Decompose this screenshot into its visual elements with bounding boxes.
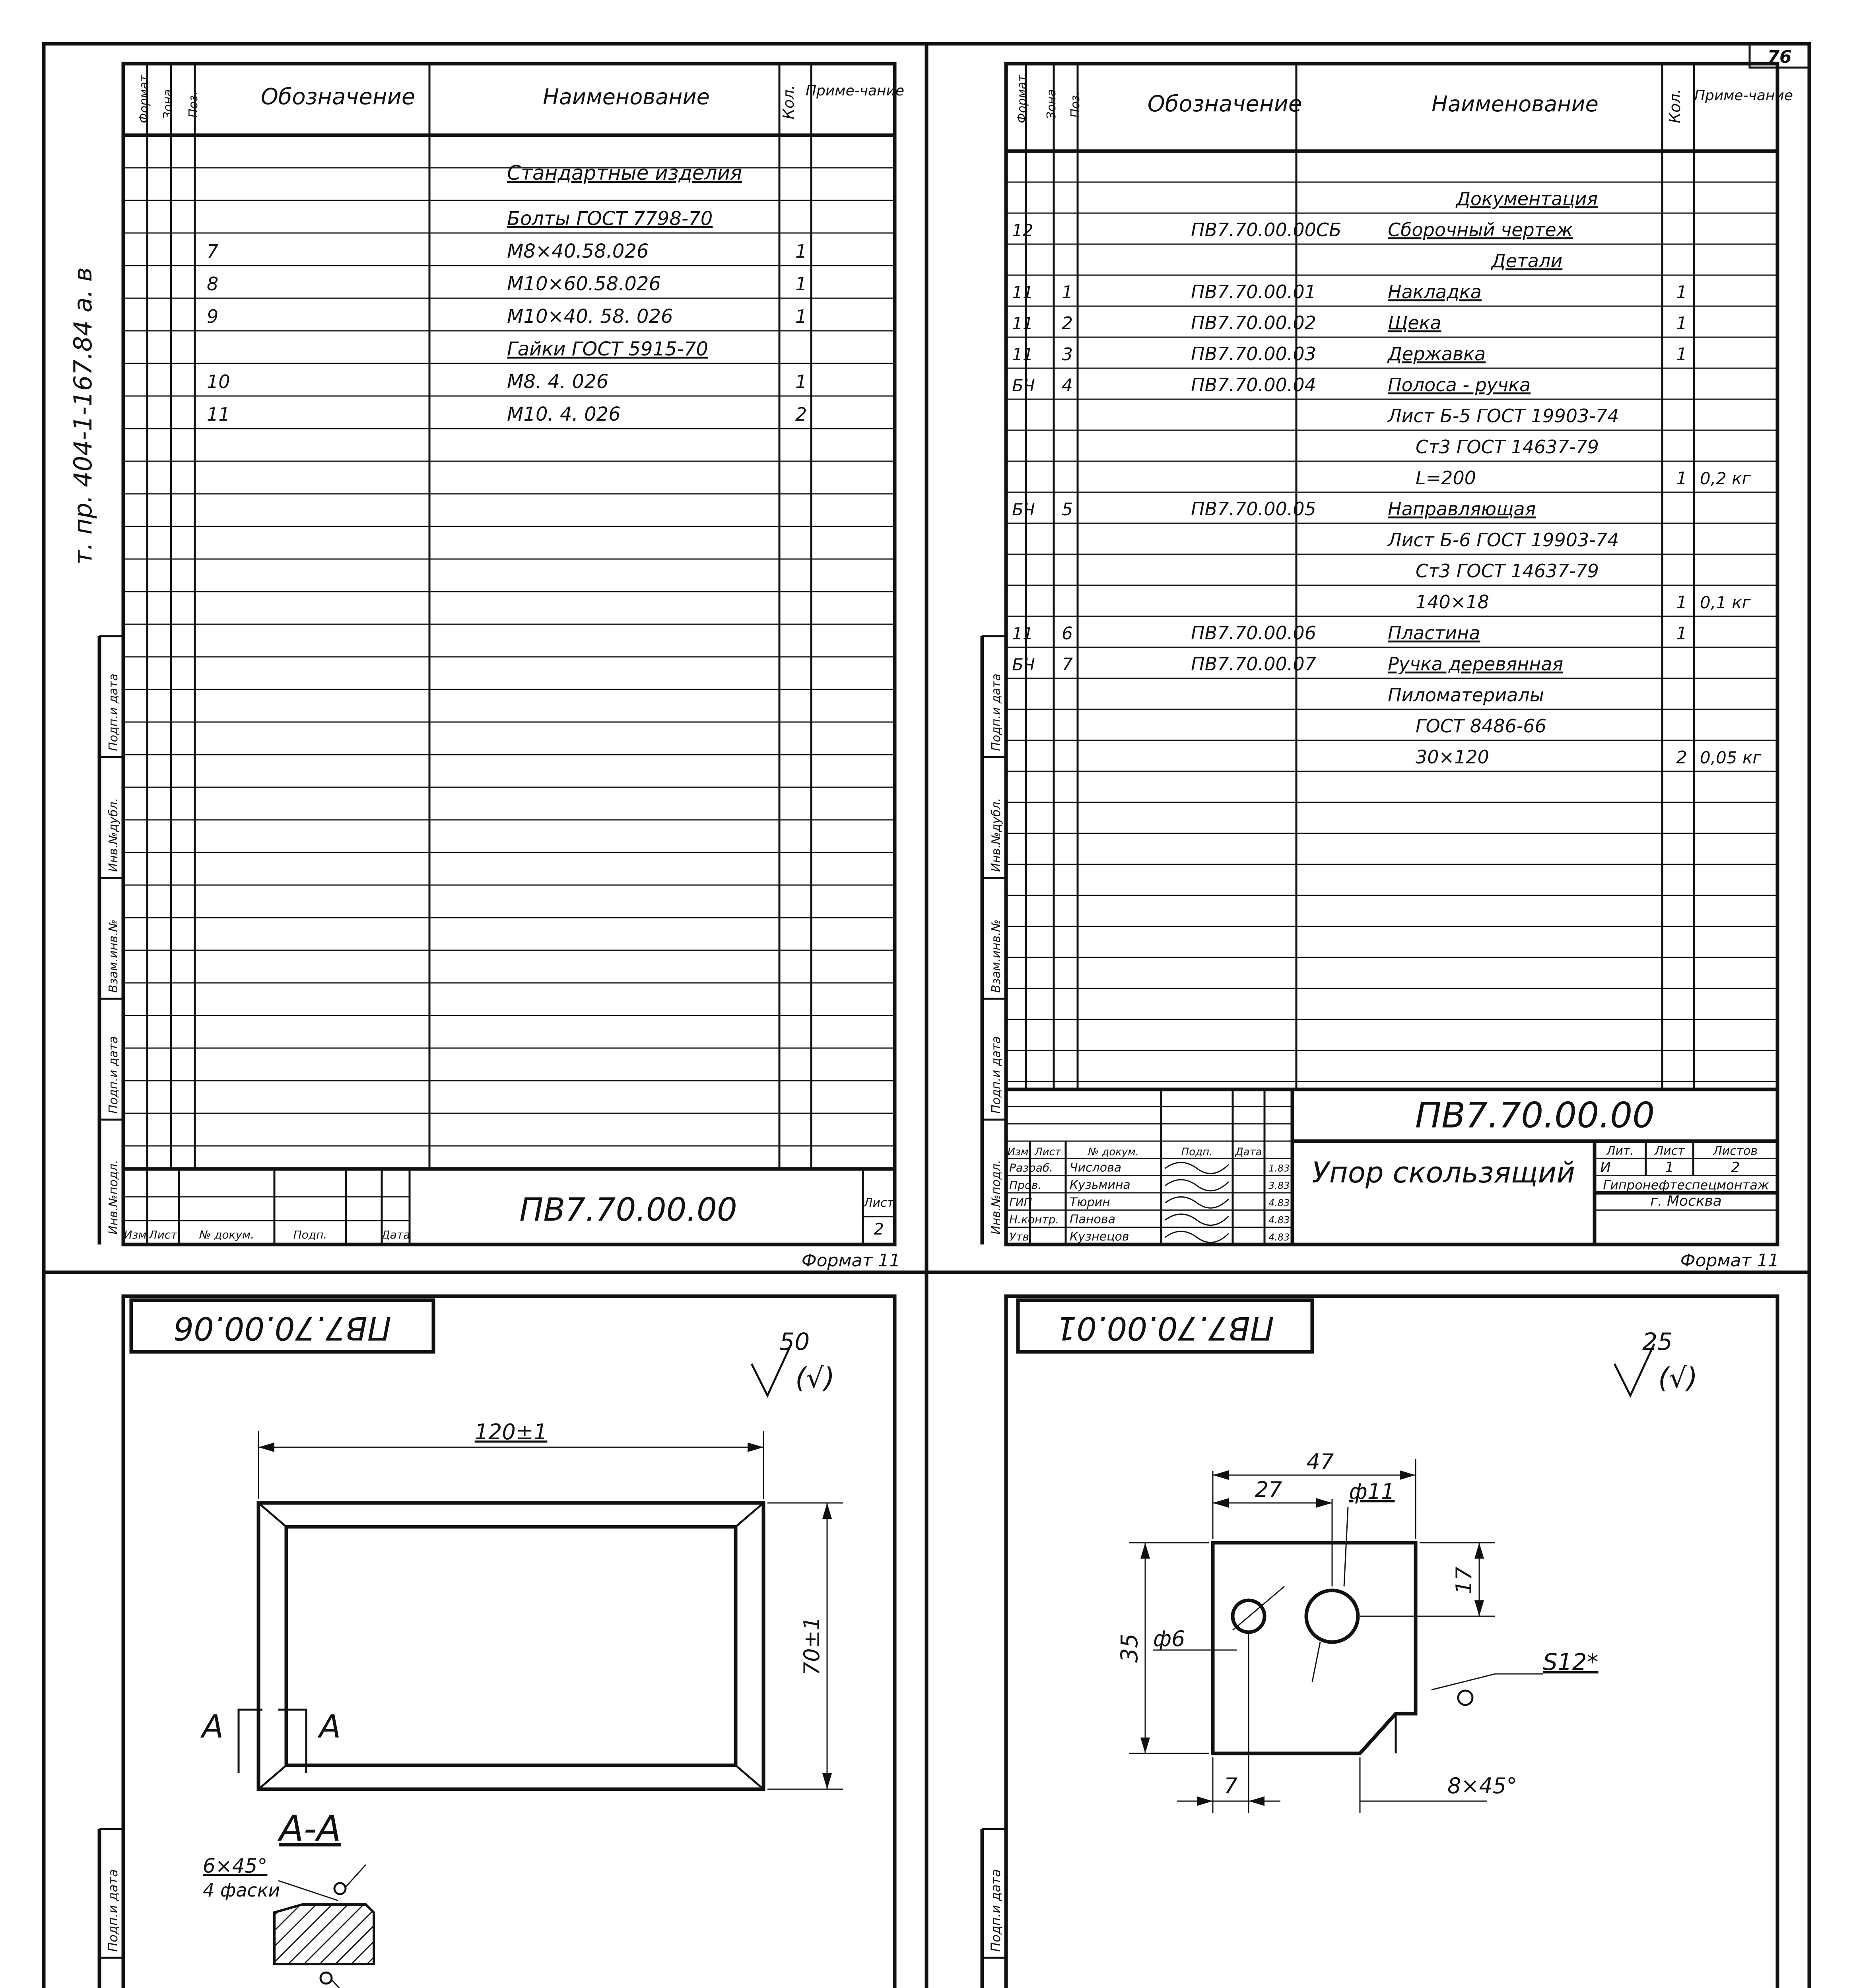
d2-dim-lines-top [1213, 1459, 1416, 1586]
sheet-value: 1 [1665, 1159, 1674, 1176]
side-label: Подп.и дата [107, 1036, 120, 1114]
spec2-row-name: 140×18 [1416, 591, 1489, 613]
spec2-row-format: 11 [1012, 345, 1033, 364]
person-name: Кузнецов [1070, 1230, 1129, 1244]
title-header: Дата [1235, 1146, 1262, 1158]
spec2-header-format: Формат [1015, 75, 1029, 123]
d2-mirrored-code: ПВ7.70.00.01 [1056, 1310, 1274, 1347]
spec2-row-name: Пластина [1388, 622, 1480, 644]
d1-chamfer-dim: 6×45° [203, 1854, 268, 1877]
spec2-row-qty: 1 [1676, 313, 1687, 334]
d1-section-mark-right: А [319, 1708, 341, 1745]
d1-section-title: А-А [279, 1808, 341, 1850]
d1-weld-mark-top [334, 1883, 346, 1894]
sheets-label: Листов [1713, 1144, 1758, 1158]
spec2-row-pos: 1 [1062, 282, 1073, 303]
d2-side-labels [982, 1829, 1006, 1988]
spec1-row-pos: 9 [207, 306, 219, 327]
title-header: Лист [1035, 1146, 1061, 1158]
spec1-row-name: М10×60.58.026 [507, 273, 661, 295]
spec2-row-qty: 1 [1676, 592, 1687, 613]
spec1-row-name: Гайки ГОСТ 5915-70 [507, 338, 708, 360]
d1-section-mark-left: А [202, 1708, 224, 1745]
spec2-row-format: БЧ [1012, 376, 1035, 395]
person-role: Н.контр. [1009, 1213, 1059, 1226]
spec2-row-name: Ручка деревянная [1388, 653, 1564, 675]
city: г. Москва [1650, 1193, 1722, 1209]
d1-chamfer-leader [278, 1881, 338, 1901]
person-date: 4.83 [1268, 1197, 1290, 1209]
spec2-row-name: ГОСТ 8486-66 [1416, 715, 1546, 737]
d1-plate-outer [258, 1503, 763, 1789]
spec1-stamp-header: Подп. [293, 1228, 327, 1241]
spec2-header-zone: Зона [1045, 89, 1059, 119]
spec2-header-designation: Обозначение [1147, 91, 1302, 117]
spec1-row-qty: 1 [795, 371, 807, 392]
spec1-header-qty: Кол. [780, 85, 797, 119]
spec2-row-format: БЧ [1012, 655, 1035, 674]
spec2-row-pos: 4 [1062, 375, 1073, 396]
d1-chamfer-lines [258, 1503, 763, 1789]
d2-roughness-extra: (√) [1658, 1362, 1698, 1394]
spec1-rows [207, 208, 807, 425]
side-label: Инв.№дубл. [989, 798, 1003, 872]
side-label: Подп.и дата [107, 674, 120, 751]
spec1-sheet-label: Лист [863, 1196, 894, 1210]
spec2-row-name: Документация [1456, 188, 1598, 210]
person-date: 4.83 [1268, 1214, 1290, 1226]
spec1-header-zone: Зона [161, 89, 175, 119]
spec1-format: Формат 11 [801, 1250, 901, 1271]
spec2-row-note: 0,2 кг [1700, 469, 1751, 488]
d2-dim-7: 7 [1224, 1773, 1238, 1798]
sheet-label: Лист [1654, 1144, 1685, 1158]
d2-dim-17: 17 [1451, 1567, 1476, 1594]
spec1-row-pos: 11 [207, 404, 230, 425]
spec2-row-name: Ст3 ГОСТ 14637-79 [1416, 436, 1599, 458]
spec2-row-qty: 2 [1676, 747, 1687, 768]
spec2-row-qty: 1 [1676, 623, 1687, 644]
person-role: ГИП [1009, 1196, 1032, 1209]
spec2-row-designation: ПВ7.70.00.00СБ [1191, 219, 1342, 241]
spec2-row-name: Сборочный чертеж [1388, 219, 1573, 241]
lit-label: Лит. [1606, 1144, 1634, 1158]
person-name: Числова [1070, 1161, 1122, 1175]
spec2-row-format: 12 [1012, 221, 1033, 240]
side-label: Инв.№дубл. [107, 798, 120, 872]
d1-roughness-extra: (√) [795, 1362, 835, 1394]
spec2-row-pos: 2 [1062, 313, 1073, 334]
d2-dim-s12: S12* [1543, 1648, 1599, 1675]
spec2-row-name: 30×120 [1416, 746, 1489, 768]
spec1-stamp-headers [123, 1169, 895, 1244]
spec2-row-name: Державка [1388, 343, 1486, 365]
signature-mark [1165, 1163, 1229, 1174]
side-label: Взам.инв.№ [989, 919, 1003, 993]
spec2-row-designation: ПВ7.70.00.04 [1191, 374, 1316, 396]
spec2-title-block [1006, 1089, 1777, 1244]
spec2-format: Формат 11 [1680, 1250, 1779, 1271]
spec2-row-designation: ПВ7.70.00.01 [1191, 281, 1316, 303]
person-name: Панова [1070, 1212, 1115, 1227]
title-header: № докум. [1088, 1146, 1139, 1158]
d2-dim-phi6: ф6 [1153, 1626, 1185, 1651]
spec1-header-name: Наименование [543, 84, 710, 109]
spec1-header-format: Формат [137, 75, 151, 123]
spec1-section: Стандартные изделия [507, 161, 742, 184]
spec-table-1 [99, 64, 904, 1271]
person-name: Кузьмина [1070, 1178, 1130, 1192]
drawing-nakladka [982, 1296, 1779, 1988]
spec1-row-qty: 1 [795, 306, 807, 327]
spec2-row-name: Ст3 ГОСТ 14637-79 [1416, 560, 1599, 582]
spec1-stamp-header: Лист [149, 1228, 177, 1241]
spec2-row-format: 11 [1012, 283, 1033, 302]
spec2-row-format: БЧ [1012, 500, 1035, 519]
person-role: Разраб. [1009, 1161, 1053, 1175]
side-label: Инв.№подл. [989, 1160, 1003, 1235]
spec-table-2 [982, 64, 1793, 1271]
d2-dim-35: 35 [1116, 1633, 1143, 1663]
spec1-row-pos: 8 [207, 273, 219, 295]
spec2-row-qty: 1 [1676, 344, 1687, 365]
d1-dim-height: 70±1 [799, 1616, 824, 1676]
d2-part-outline [1213, 1543, 1416, 1753]
spec1-sheet-no: 2 [874, 1220, 884, 1239]
spec2-row-name: Детали [1491, 250, 1563, 272]
side-label: Подп.и дата [989, 1036, 1003, 1114]
spec2-header-name: Наименование [1432, 91, 1599, 116]
spec2-row-pos: 3 [1062, 344, 1073, 365]
side-label: Подп.и дата [989, 674, 1003, 751]
spec2-row-qty: 1 [1676, 282, 1687, 303]
person-role: Пров. [1009, 1178, 1042, 1192]
spec2-row-name: Щека [1388, 312, 1441, 334]
spec2-row-designation: ПВ7.70.00.02 [1191, 312, 1316, 334]
d2-dim-27: 27 [1255, 1477, 1282, 1502]
spec1-stamp-header: Изм [124, 1228, 147, 1241]
spec2-row-format: 11 [1012, 314, 1033, 333]
person-name: Тюрин [1070, 1195, 1110, 1209]
spec1-row-qty: 2 [795, 404, 807, 425]
spec2-row-name: L=200 [1416, 467, 1476, 489]
d1-weld-mark-bottom [320, 1972, 332, 1984]
spec1-title-code: ПВ7.70.00.00 [519, 1191, 737, 1228]
spec2-row-name: Накладка [1388, 281, 1482, 303]
spec1-row-pos: 10 [207, 371, 230, 392]
spec2-header-qty: Кол. [1666, 89, 1684, 123]
d2-dim-47: 47 [1306, 1449, 1334, 1474]
spec2-row-name: Пиломатериалы [1388, 684, 1544, 706]
d1-chamfer-note: 4 фаски [203, 1879, 280, 1901]
spec1-row-name: М8. 4. 026 [507, 371, 609, 393]
person-date: 3.83 [1268, 1180, 1290, 1191]
spec2-row-designation: ПВ7.70.00.07 [1191, 653, 1316, 675]
side-label: Инв.№подл. [107, 1160, 120, 1235]
signature-mark [1165, 1180, 1229, 1191]
lit-value: И [1600, 1159, 1611, 1176]
spec2-grid [982, 64, 1777, 1244]
d1-section-hatch [274, 1905, 374, 1964]
spec2-row-name: Лист Б-6 ГОСТ 19903-74 [1388, 529, 1619, 551]
signature-mark [1165, 1214, 1229, 1225]
d2-weld-mark [1458, 1691, 1472, 1705]
spec2-row-qty: 1 [1676, 468, 1687, 489]
spec1-header-pos: Поз. [186, 91, 200, 118]
side-label: Подп.и дата [105, 1869, 120, 1952]
side-label: Взам.инв.№ [107, 919, 120, 993]
spec2-row-designation: ПВ7.70.00.03 [1191, 343, 1316, 365]
spec1-grid [99, 64, 895, 1244]
spec2-row-designation: ПВ7.70.00.05 [1191, 498, 1316, 520]
d1-dim-width: 120±1 [474, 1419, 548, 1444]
spec2-row-name: Полоса - ручка [1388, 374, 1531, 396]
side-stamp: т. пр. 404-1-167.84 а. в [68, 267, 97, 565]
spec1-row-name: Болты ГОСТ 7798-70 [507, 208, 713, 230]
spec2-row-pos: 6 [1062, 623, 1073, 644]
spec2-row-note: 0,05 кг [1700, 748, 1762, 767]
sheets-value: 2 [1731, 1159, 1740, 1176]
spec1-header-note: Приме-чание [805, 83, 905, 99]
spec2-row-pos: 7 [1062, 654, 1073, 675]
spec2-row-note: 0,1 кг [1700, 593, 1751, 612]
side-label: Подп.и дата [988, 1869, 1003, 1952]
part-title: Упор скользящий [1311, 1156, 1575, 1189]
signature-mark [1165, 1231, 1229, 1242]
spec2-row-designation: ПВ7.70.00.06 [1191, 622, 1316, 644]
d2-roughness-value: 25 [1642, 1328, 1673, 1356]
spec1-header-designation: Обозначение [260, 84, 416, 110]
spec2-row-name: Лист Б-5 ГОСТ 19903-74 [1388, 405, 1619, 427]
person-date: 4.83 [1268, 1232, 1290, 1243]
person-role: Утв. [1009, 1230, 1033, 1243]
spec1-row-qty: 1 [795, 241, 807, 262]
d2-hole-11 [1306, 1590, 1358, 1642]
spec1-row-pos: 7 [207, 241, 219, 262]
d1-mirrored-code: ПВ7.70.00.06 [173, 1310, 391, 1347]
person-date: 1.83 [1268, 1163, 1290, 1174]
title-header: Изм [1007, 1146, 1029, 1158]
spec1-row-name: М10×40. 58. 026 [507, 305, 673, 328]
spec1-row-name: М10. 4. 026 [507, 403, 621, 425]
spec2-header-pos: Поз. [1068, 91, 1082, 118]
d2-s12-leader [1432, 1674, 1543, 1690]
signature-mark [1165, 1197, 1229, 1208]
title-code: ПВ7.70.00.00 [1415, 1095, 1655, 1136]
spec2-row-format: 11 [1012, 624, 1033, 643]
organization: Гипронефтеспецмонтаж [1603, 1177, 1769, 1193]
spec2-header-note: Приме-чание [1694, 87, 1793, 104]
spec2-row-pos: 5 [1062, 499, 1073, 520]
spec1-row-name: М8×40.58.026 [507, 240, 649, 262]
spec1-stamp-header: Дата [381, 1228, 410, 1241]
spec1-row-qty: 1 [795, 273, 807, 295]
d2-dim-phi11: ф11 [1349, 1479, 1395, 1504]
spec1-stamp-header: № докум. [199, 1228, 254, 1241]
spec2-row-name: Направляющая [1388, 498, 1536, 520]
d1-side-labels [99, 1829, 123, 1988]
d1-plate-inner [286, 1527, 736, 1765]
sheet-number: 76 [1767, 47, 1792, 67]
d2-dim-chamfer: 8×45° [1447, 1773, 1517, 1798]
title-header: Подп. [1181, 1146, 1213, 1158]
d1-roughness-value: 50 [779, 1328, 810, 1356]
drawing-plastina [99, 1296, 900, 1988]
